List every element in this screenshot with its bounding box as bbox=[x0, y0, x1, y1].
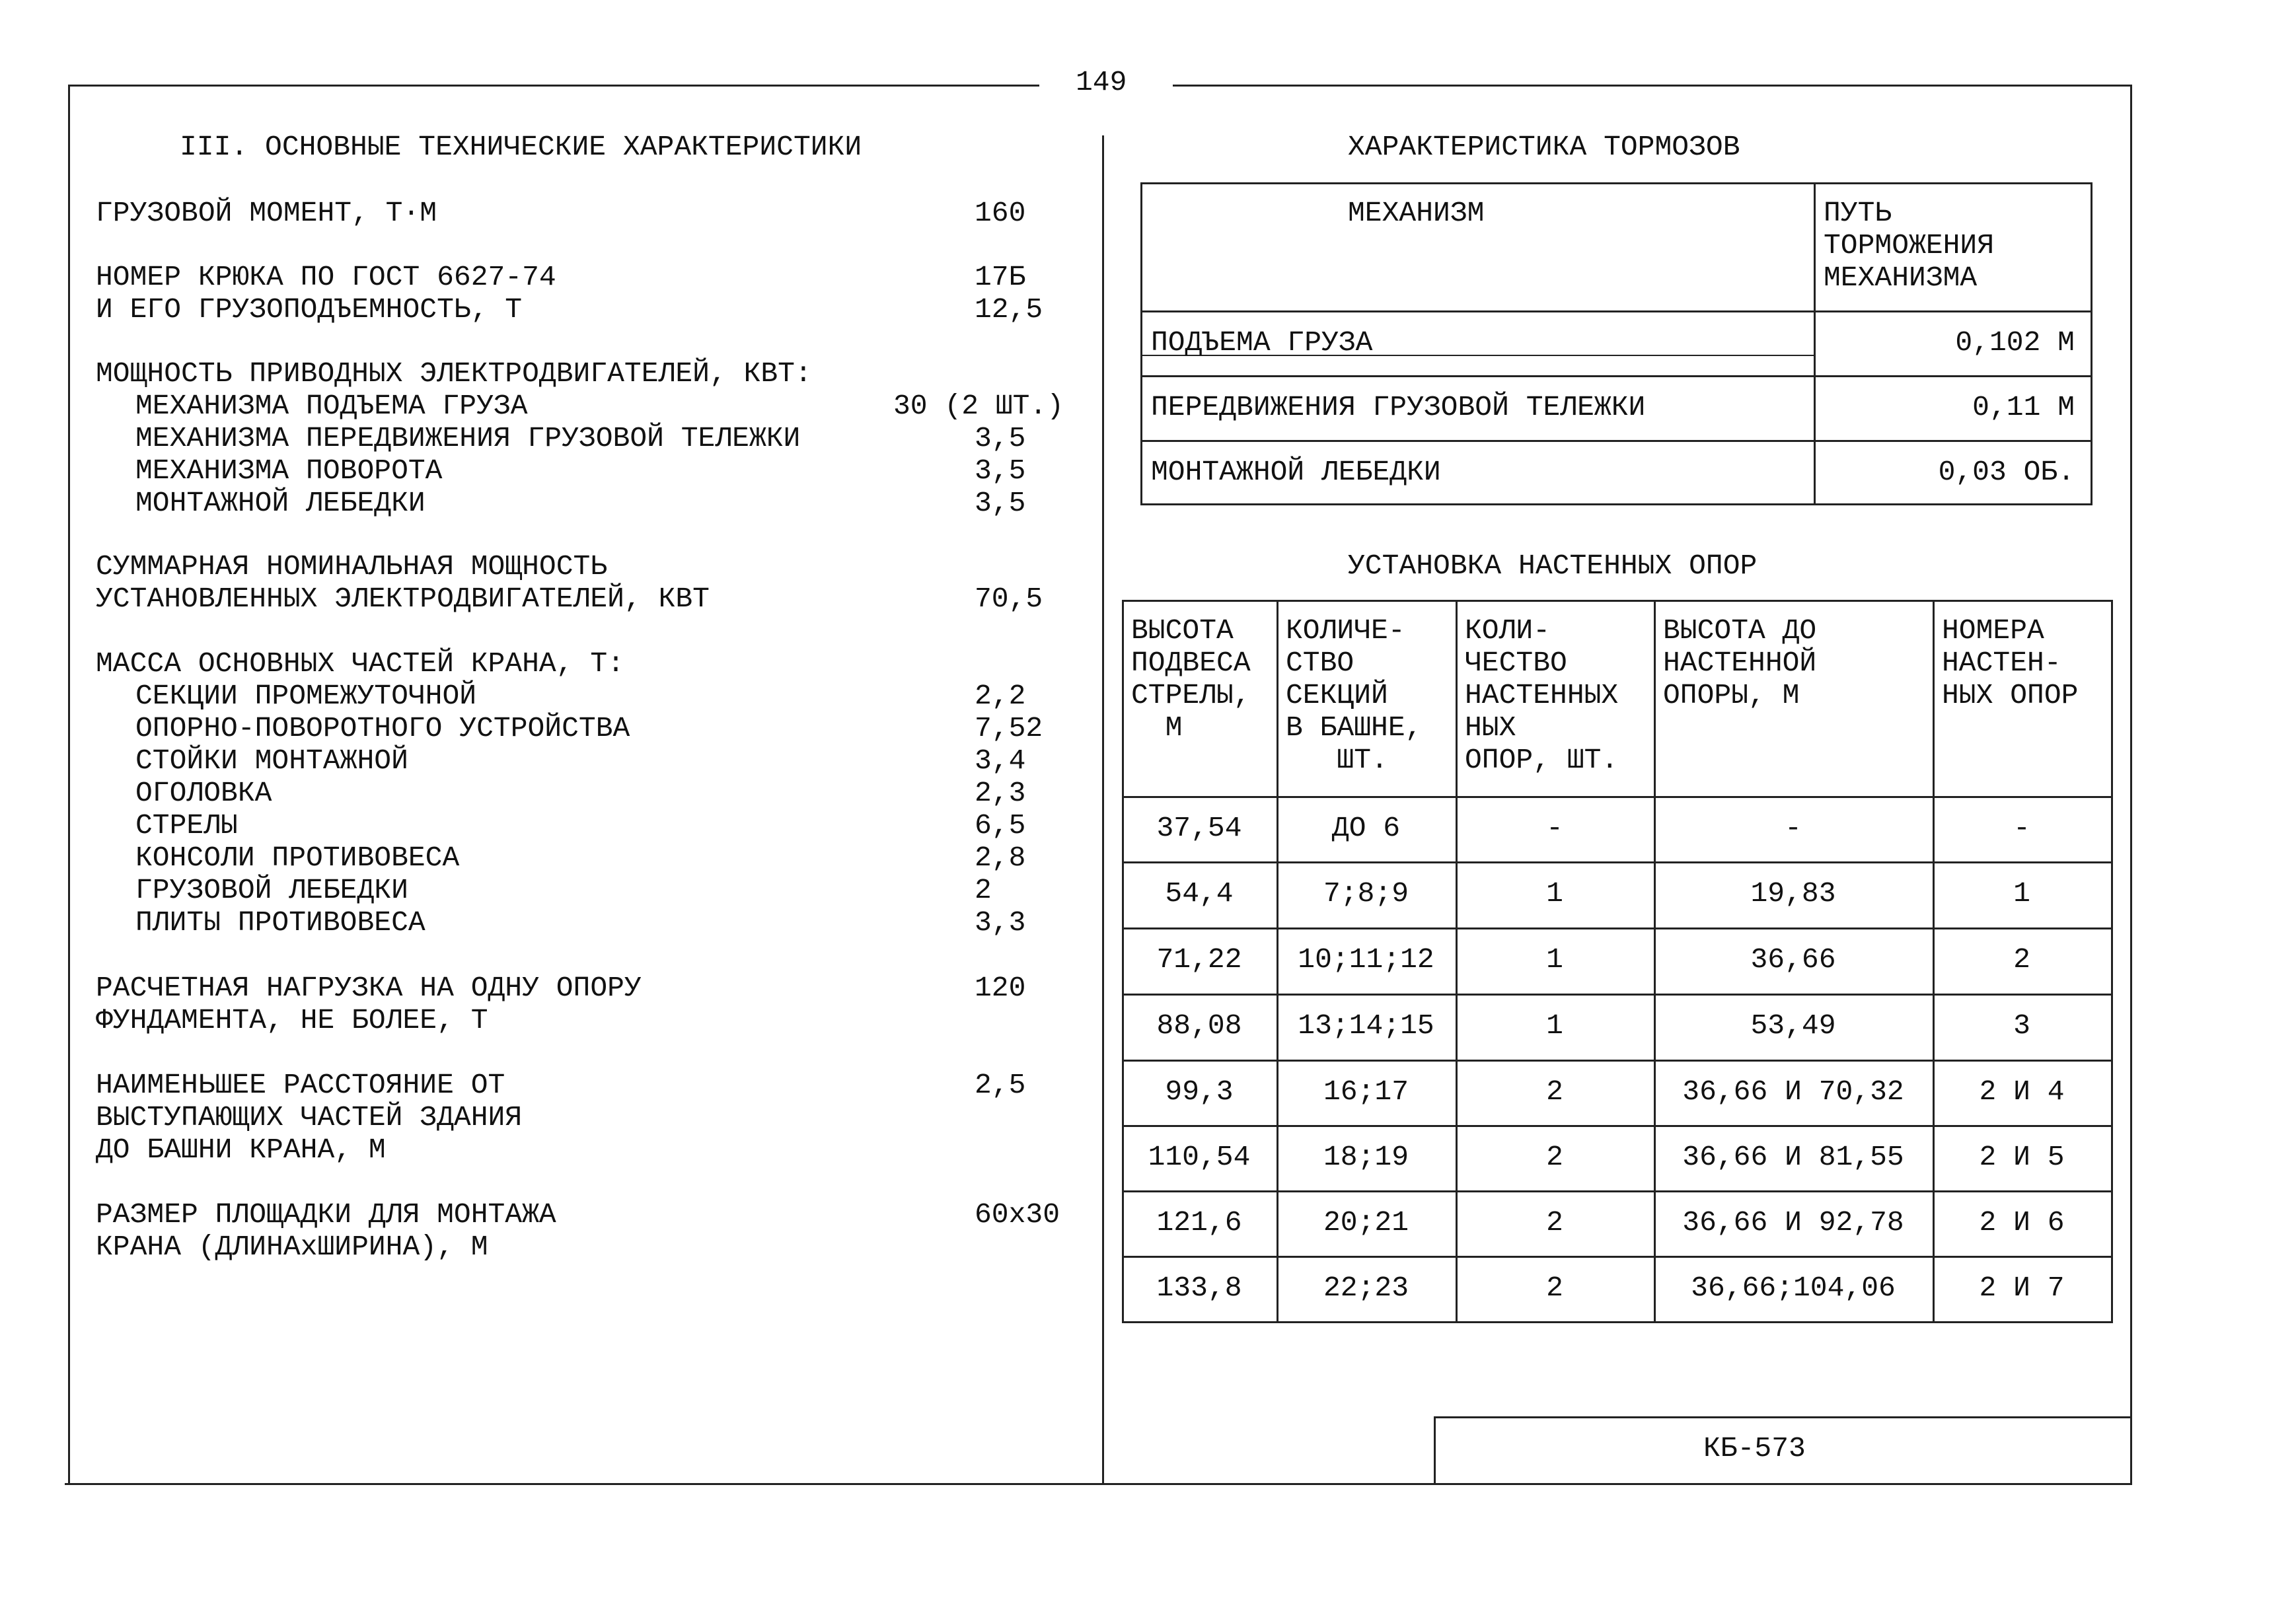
supports-cell: 36,66;104,06 bbox=[1691, 1272, 1896, 1304]
supports-grid-hline bbox=[1122, 927, 2113, 929]
supports-cell: 2 bbox=[2013, 943, 2030, 976]
frame-bottom bbox=[65, 1483, 2132, 1485]
supports-header: ВЫСОТА ПОДВЕСА СТРЕЛЫ, М bbox=[1131, 614, 1251, 744]
spec-label: КРАНА (ДЛИНАxШИРИНА), М bbox=[96, 1231, 488, 1263]
brakes-grid-hline bbox=[1140, 182, 2092, 184]
spec-label: ВЫСТУПАЮЩИХ ЧАСТЕЙ ЗДАНИЯ bbox=[96, 1101, 523, 1134]
supports-cell: 36,66 bbox=[1750, 943, 1836, 976]
spec-label: ДО БАШНИ КРАНА, М bbox=[96, 1134, 386, 1166]
frame-right bbox=[2130, 85, 2132, 1485]
spec-label: ФУНДАМЕНТА, НЕ БОЛЕЕ, Т bbox=[96, 1004, 488, 1036]
supports-cell: 16;17 bbox=[1323, 1075, 1409, 1108]
supports-cell: 121,6 bbox=[1156, 1206, 1242, 1239]
supports-cell: 36,66 И 70,32 bbox=[1682, 1075, 1904, 1108]
brakes-cell-distance: 0,03 ОБ. bbox=[1938, 456, 2075, 488]
supports-grid-hline bbox=[1122, 1060, 2113, 1062]
supports-header: КОЛИ- ЧЕСТВО НАСТЕННЫХ НЫХ ОПОР, ШТ. bbox=[1465, 614, 1619, 776]
brakes-header-mechanism: МЕХАНИЗМ bbox=[1348, 197, 1485, 229]
page-number: 149 bbox=[1076, 66, 1127, 98]
supports-grid-vline bbox=[2111, 600, 2113, 1323]
supports-cell: 2 И 4 bbox=[1979, 1075, 2065, 1108]
spec-value: 30 (2 ШТ.) bbox=[893, 390, 1064, 422]
supports-cell: 3 bbox=[2013, 1009, 2030, 1042]
supports-header: НОМЕРА НАСТЕН- НЫХ ОПОР bbox=[1942, 614, 2079, 711]
spec-value: 3,5 bbox=[975, 454, 1026, 487]
spec-value: 2 bbox=[975, 874, 992, 906]
supports-grid-hline bbox=[1122, 796, 2113, 798]
spec-label: И ЕГО ГРУЗОПОДЪЕМНОСТЬ, Т bbox=[96, 293, 523, 326]
supports-cell: 1 bbox=[1546, 1009, 1563, 1042]
supports-cell: 99,3 bbox=[1165, 1075, 1234, 1108]
spec-label: СУММАРНАЯ НОМИНАЛЬНАЯ МОЩНОСТЬ bbox=[96, 550, 608, 583]
brakes-grid-vline bbox=[1140, 182, 1142, 505]
supports-cell: 2 И 6 bbox=[1979, 1206, 2065, 1239]
supports-cell: 110,54 bbox=[1148, 1141, 1251, 1173]
supports-grid-hline bbox=[1122, 1256, 2113, 1258]
brakes-grid-hline bbox=[1140, 503, 2092, 505]
supports-grid-hline bbox=[1122, 861, 2113, 863]
supports-cell: 18;19 bbox=[1323, 1141, 1409, 1173]
spec-value: 2,3 bbox=[975, 777, 1026, 809]
brakes-cell-distance: 0,11 М bbox=[1972, 391, 2075, 423]
spec-value: 160 bbox=[975, 197, 1026, 229]
spec-label: ОГОЛОВКА bbox=[135, 777, 272, 809]
stamp-top bbox=[1434, 1416, 2132, 1418]
brakes-grid-hline bbox=[1140, 440, 2092, 442]
spec-value: 3,4 bbox=[975, 745, 1026, 777]
supports-cell: 1 bbox=[1546, 877, 1563, 910]
brakes-header-distance: ПУТЬ ТОРМОЖЕНИЯ МЕХАНИЗМА bbox=[1824, 197, 1995, 294]
frame-top-right bbox=[1173, 85, 2132, 87]
spec-value: 60x30 bbox=[975, 1198, 1060, 1231]
frame-left bbox=[68, 85, 70, 1485]
spec-label: ОПОРНО-ПОВОРОТНОГО УСТРОЙСТВА bbox=[135, 712, 630, 745]
spec-label: МЕХАНИЗМА ПЕРЕДВИЖЕНИЯ ГРУЗОВОЙ ТЕЛЕЖКИ bbox=[135, 422, 801, 454]
supports-cell: 2 bbox=[1546, 1075, 1563, 1108]
spec-label: СТРЕЛЫ bbox=[135, 809, 238, 842]
supports-cell: - bbox=[2013, 812, 2030, 844]
supports-cell: 2 bbox=[1546, 1206, 1563, 1239]
spec-label: МАССА ОСНОВНЫХ ЧАСТЕЙ КРАНА, Т: bbox=[96, 647, 624, 680]
supports-cell: 1 bbox=[1546, 943, 1563, 976]
supports-grid-hline bbox=[1122, 1321, 2113, 1323]
supports-cell: 20;21 bbox=[1323, 1206, 1409, 1239]
stamp-label: КБ-573 bbox=[1703, 1432, 1806, 1465]
supports-cell: 133,8 bbox=[1156, 1272, 1242, 1304]
supports-cell: 2 И 7 bbox=[1979, 1272, 2065, 1304]
supports-cell: 1 bbox=[2013, 877, 2030, 910]
supports-cell: 13;14;15 bbox=[1298, 1009, 1434, 1042]
supports-cell: - bbox=[1546, 812, 1563, 844]
spec-value: 17Б bbox=[975, 261, 1026, 293]
supports-cell: - bbox=[1785, 812, 1802, 844]
supports-cell: 53,49 bbox=[1750, 1009, 1836, 1042]
brakes-grid-vline bbox=[1814, 182, 1816, 505]
spec-value: 3,3 bbox=[975, 906, 1026, 939]
column-divider bbox=[1102, 135, 1104, 1485]
spec-label: МОЩНОСТЬ ПРИВОДНЫХ ЭЛЕКТРОДВИГАТЕЛЕЙ, КВТ: bbox=[96, 357, 812, 390]
spec-label: ПЛИТЫ ПРОТИВОВЕСА bbox=[135, 906, 426, 939]
spec-label: МЕХАНИЗМА ПОВОРОТА bbox=[135, 454, 443, 487]
supports-title: УСТАНОВКА НАСТЕННЫХ ОПОР bbox=[1348, 550, 1758, 582]
spec-value: 3,5 bbox=[975, 422, 1026, 454]
spec-label: РАЗМЕР ПЛОЩАДКИ ДЛЯ МОНТАЖА bbox=[96, 1198, 556, 1231]
supports-cell: 88,08 bbox=[1156, 1009, 1242, 1042]
brakes-grid-vline bbox=[2091, 182, 2092, 505]
supports-cell: 2 И 5 bbox=[1979, 1141, 2065, 1173]
supports-cell: 2 bbox=[1546, 1272, 1563, 1304]
stamp-left bbox=[1434, 1416, 1436, 1485]
spec-label: РАСЧЕТНАЯ НАГРУЗКА НА ОДНУ ОПОРУ bbox=[96, 972, 642, 1004]
supports-grid-hline bbox=[1122, 600, 2113, 602]
supports-header: ВЫСОТА ДО НАСТЕННОЙ ОПОРЫ, М bbox=[1663, 614, 1817, 711]
frame-top-left bbox=[68, 85, 1039, 87]
spec-value: 70,5 bbox=[975, 583, 1043, 615]
supports-cell: 2 bbox=[1546, 1141, 1563, 1173]
supports-grid-hline bbox=[1122, 994, 2113, 996]
spec-label: МОНТАЖНОЙ ЛЕБЕДКИ bbox=[135, 487, 426, 519]
spec-label: НОМЕР КРЮКА ПО ГОСТ 6627-74 bbox=[96, 261, 556, 293]
spec-label: ГРУЗОВОЙ МОМЕНТ, Т·М bbox=[96, 197, 437, 229]
brakes-grid-hline bbox=[1140, 310, 2092, 312]
supports-cell: 36,66 И 81,55 bbox=[1682, 1141, 1904, 1173]
spec-value: 2,5 bbox=[975, 1069, 1026, 1101]
brakes-cell-mechanism: ПЕРЕДВИЖЕНИЯ ГРУЗОВОЙ ТЕЛЕЖКИ bbox=[1151, 391, 1646, 423]
spec-value: 7,52 bbox=[975, 712, 1043, 745]
spec-value: 6,5 bbox=[975, 809, 1026, 842]
spec-value: 2,2 bbox=[975, 680, 1026, 712]
supports-cell: 71,22 bbox=[1156, 943, 1242, 976]
supports-grid-hline bbox=[1122, 1125, 2113, 1127]
supports-cell: 22;23 bbox=[1323, 1272, 1409, 1304]
spec-label: ГРУЗОВОЙ ЛЕБЕДКИ bbox=[135, 874, 408, 906]
supports-cell: 7;8;9 bbox=[1323, 877, 1409, 910]
brakes-cell-mechanism: МОНТАЖНОЙ ЛЕБЕДКИ bbox=[1151, 456, 1441, 488]
spec-value: 120 bbox=[975, 972, 1026, 1004]
supports-cell: 10;11;12 bbox=[1298, 943, 1434, 976]
supports-cell: ДО 6 bbox=[1331, 812, 1401, 844]
brakes-cell-mechanism: ПОДЪЕМА ГРУЗА bbox=[1151, 326, 1373, 359]
supports-cell: 37,54 bbox=[1156, 812, 1242, 844]
brakes-cell-distance: 0,102 М bbox=[1955, 326, 2075, 359]
spec-label: НАИМЕНЬШЕЕ РАССТОЯНИЕ ОТ bbox=[96, 1069, 505, 1101]
spec-value: 12,5 bbox=[975, 293, 1043, 326]
spec-value: 2,8 bbox=[975, 842, 1026, 874]
supports-cell: 19,83 bbox=[1750, 877, 1836, 910]
supports-grid-hline bbox=[1122, 1190, 2113, 1192]
spec-label: УСТАНОВЛЕННЫХ ЭЛЕКТРОДВИГАТЕЛЕЙ, КВТ bbox=[96, 583, 710, 615]
supports-header: КОЛИЧЕ- СТВО СЕКЦИЙ В БАШНЕ, ШТ. bbox=[1286, 614, 1423, 776]
specs-title: III. ОСНОВНЫЕ ТЕХНИЧЕСКИЕ ХАРАКТЕРИСТИКИ bbox=[180, 131, 862, 163]
spec-label: СТОЙКИ МОНТАЖНОЙ bbox=[135, 745, 408, 777]
brakes-grid-hline bbox=[1140, 375, 2092, 377]
supports-cell: 36,66 И 92,78 bbox=[1682, 1206, 1904, 1239]
supports-cell: 54,4 bbox=[1165, 877, 1234, 910]
brakes-title: ХАРАКТЕРИСТИКА ТОРМОЗОВ bbox=[1348, 131, 1740, 163]
spec-label: МЕХАНИЗМА ПОДЪЕМА ГРУЗА bbox=[135, 390, 528, 422]
spec-value: 3,5 bbox=[975, 487, 1026, 519]
spec-label: СЕКЦИИ ПРОМЕЖУТОЧНОЙ bbox=[135, 680, 477, 712]
spec-label: КОНСОЛИ ПРОТИВОВЕСА bbox=[135, 842, 460, 874]
